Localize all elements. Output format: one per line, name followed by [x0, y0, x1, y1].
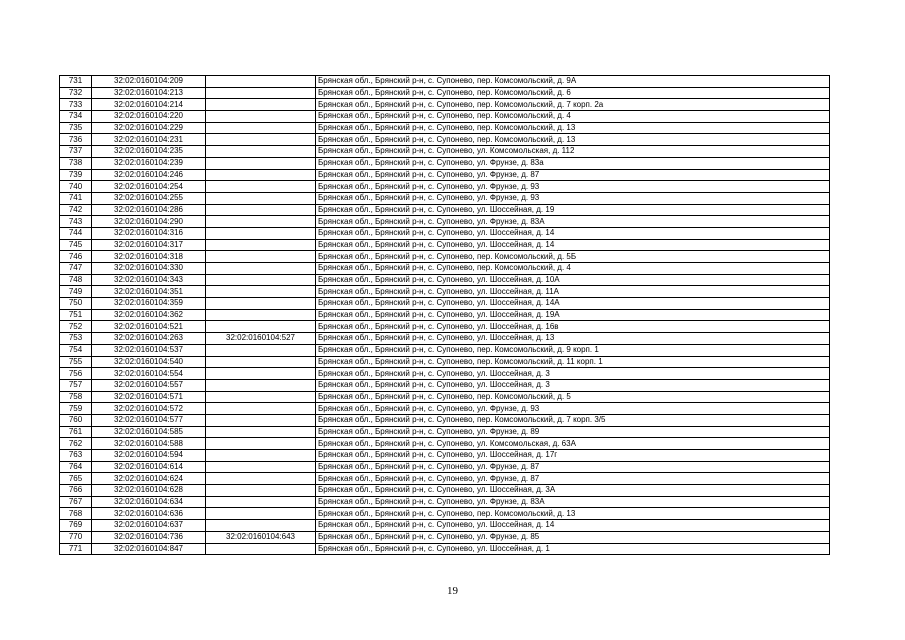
- row-number-cell: 732: [60, 87, 92, 99]
- cadastral-number-cell: 32:02:0160104:540: [92, 356, 206, 368]
- address-cell: Брянская обл., Брянский р-н, с. Супонево, ул. Шоссейная, д. 14А: [316, 298, 830, 310]
- row-number-cell: 767: [60, 496, 92, 508]
- parent-cadastral-number-cell: [206, 216, 316, 228]
- address-cell: Брянская обл., Брянский р-н, с. Супонево, ул. Комсомольская, д. 63А: [316, 438, 830, 450]
- address-cell: Брянская обл., Брянский р-н, с. Супонево, ул. Фрунзе, д. 83А: [316, 496, 830, 508]
- row-number-cell: 735: [60, 122, 92, 134]
- row-number-cell: 748: [60, 274, 92, 286]
- table-row: [60, 344, 830, 356]
- address-cell: Брянская обл., Брянский р-н, с. Супонево, ул. Фрунзе, д. 93: [316, 403, 830, 415]
- table-body: [60, 76, 830, 555]
- cadastral-number-cell: 32:02:0160104:231: [92, 134, 206, 146]
- table-row: [60, 531, 830, 543]
- address-cell: Брянская обл., Брянский р-н, с. Супонево, пер. Комсомольский, д. 13: [316, 122, 830, 134]
- address-cell: Брянская обл., Брянский р-н, с. Супонево, ул. Шоссейная, д. 16в: [316, 321, 830, 333]
- parent-cadastral-number-cell: [206, 227, 316, 239]
- cadastral-number-cell: 32:02:0160104:255: [92, 192, 206, 204]
- row-number-cell: 747: [60, 263, 92, 275]
- cadastral-table: [59, 75, 830, 555]
- address-cell: Брянская обл., Брянский р-н, с. Супонево, ул. Шоссейная, д. 14: [316, 227, 830, 239]
- table-row: [60, 216, 830, 228]
- table-row: [60, 496, 830, 508]
- table-row: [60, 450, 830, 462]
- parent-cadastral-number-cell: [206, 508, 316, 520]
- address-cell: Брянская обл., Брянский р-н, с. Супонево, ул. Шоссейная, д. 3А: [316, 485, 830, 497]
- parent-cadastral-number-cell: [206, 286, 316, 298]
- table-row: [60, 204, 830, 216]
- row-number-cell: 750: [60, 298, 92, 310]
- row-number-cell: 760: [60, 414, 92, 426]
- row-number-cell: 744: [60, 227, 92, 239]
- cadastral-number-cell: 32:02:0160104:214: [92, 99, 206, 111]
- parent-cadastral-number-cell: [206, 181, 316, 193]
- parent-cadastral-number-cell: [206, 520, 316, 532]
- parent-cadastral-number-cell: [206, 438, 316, 450]
- table-row: [60, 298, 830, 310]
- table-row: [60, 321, 830, 333]
- parent-cadastral-number-cell: [206, 543, 316, 555]
- row-number-cell: 733: [60, 99, 92, 111]
- row-number-cell: 755: [60, 356, 92, 368]
- cadastral-number-cell: 32:02:0160104:585: [92, 426, 206, 438]
- address-cell: Брянская обл., Брянский р-н, с. Супонево, ул. Шоссейная, д. 11А: [316, 286, 830, 298]
- address-cell: Брянская обл., Брянский р-н, с. Супонево, ул. Фрунзе, д. 87: [316, 169, 830, 181]
- cadastral-number-cell: 32:02:0160104:537: [92, 344, 206, 356]
- row-number-cell: 770: [60, 531, 92, 543]
- parent-cadastral-number-cell: 32:02:0160104:643: [206, 531, 316, 543]
- address-cell: Брянская обл., Брянский р-н, с. Супонево, пер. Комсомольский, д. 4: [316, 263, 830, 275]
- table-row: [60, 157, 830, 169]
- table-row: [60, 239, 830, 251]
- cadastral-number-cell: 32:02:0160104:286: [92, 204, 206, 216]
- table-row: [60, 333, 830, 345]
- cadastral-number-cell: 32:02:0160104:588: [92, 438, 206, 450]
- address-cell: Брянская обл., Брянский р-н, с. Супонево, ул. Фрунзе, д. 83а: [316, 157, 830, 169]
- table-row: [60, 426, 830, 438]
- parent-cadastral-number-cell: [206, 263, 316, 275]
- table-row: [60, 485, 830, 497]
- address-cell: Брянская обл., Брянский р-н, с. Супонево, ул. Фрунзе, д. 93: [316, 192, 830, 204]
- cadastral-number-cell: 32:02:0160104:577: [92, 414, 206, 426]
- address-cell: Брянская обл., Брянский р-н, с. Супонево, ул. Шоссейная, д. 14: [316, 520, 830, 532]
- address-cell: Брянская обл., Брянский р-н, с. Супонево, ул. Шоссейная, д. 3: [316, 368, 830, 380]
- table-row: [60, 146, 830, 158]
- cadastral-number-cell: 32:02:0160104:290: [92, 216, 206, 228]
- row-number-cell: 771: [60, 543, 92, 555]
- table-row: [60, 356, 830, 368]
- address-cell: Брянская обл., Брянский р-н, с. Супонево, ул. Шоссейная, д. 19А: [316, 309, 830, 321]
- table-row: [60, 368, 830, 380]
- cadastral-number-cell: 32:02:0160104:213: [92, 87, 206, 99]
- address-cell: Брянская обл., Брянский р-н, с. Супонево, ул. Шоссейная, д. 10А: [316, 274, 830, 286]
- table-row: [60, 87, 830, 99]
- cadastral-number-cell: 32:02:0160104:254: [92, 181, 206, 193]
- cadastral-number-cell: 32:02:0160104:624: [92, 473, 206, 485]
- row-number-cell: 764: [60, 461, 92, 473]
- table-row: [60, 251, 830, 263]
- address-cell: Брянская обл., Брянский р-н, с. Супонево, ул. Шоссейная, д. 3: [316, 379, 830, 391]
- cadastral-number-cell: 32:02:0160104:637: [92, 520, 206, 532]
- cadastral-number-cell: 32:02:0160104:246: [92, 169, 206, 181]
- address-cell: Брянская обл., Брянский р-н, с. Супонево, ул. Фрунзе, д. 89: [316, 426, 830, 438]
- row-number-cell: 741: [60, 192, 92, 204]
- row-number-cell: 738: [60, 157, 92, 169]
- row-number-cell: 758: [60, 391, 92, 403]
- row-number-cell: 759: [60, 403, 92, 415]
- parent-cadastral-number-cell: [206, 414, 316, 426]
- table-row: [60, 263, 830, 275]
- cadastral-number-cell: 32:02:0160104:351: [92, 286, 206, 298]
- parent-cadastral-number-cell: [206, 391, 316, 403]
- cadastral-number-cell: 32:02:0160104:594: [92, 450, 206, 462]
- table-row: [60, 438, 830, 450]
- address-cell: Брянская обл., Брянский р-н, с. Супонево, ул. Фрунзе, д. 87: [316, 473, 830, 485]
- cadastral-number-cell: 32:02:0160104:362: [92, 309, 206, 321]
- parent-cadastral-number-cell: [206, 485, 316, 497]
- cadastral-number-cell: 32:02:0160104:572: [92, 403, 206, 415]
- cadastral-number-cell: 32:02:0160104:343: [92, 274, 206, 286]
- table-row: [60, 403, 830, 415]
- cadastral-number-cell: 32:02:0160104:239: [92, 157, 206, 169]
- parent-cadastral-number-cell: [206, 379, 316, 391]
- parent-cadastral-number-cell: [206, 111, 316, 123]
- parent-cadastral-number-cell: [206, 496, 316, 508]
- parent-cadastral-number-cell: [206, 321, 316, 333]
- cadastral-number-cell: 32:02:0160104:636: [92, 508, 206, 520]
- address-cell: Брянская обл., Брянский р-н, с. Супонево, пер. Комсомольский, д. 5: [316, 391, 830, 403]
- address-cell: Брянская обл., Брянский р-н, с. Супонево, ул. Шоссейная, д. 14: [316, 239, 830, 251]
- address-cell: Брянская обл., Брянский р-н, с. Супонево, пер. Комсомольский, д. 5Б: [316, 251, 830, 263]
- address-cell: Брянская обл., Брянский р-н, с. Супонево, пер. Комсомольский, д. 9 корп. 1: [316, 344, 830, 356]
- address-cell: Брянская обл., Брянский р-н, с. Супонево, ул. Фрунзе, д. 87: [316, 461, 830, 473]
- address-cell: Брянская обл., Брянский р-н, с. Супонево, пер. Комсомольский, д. 13: [316, 134, 830, 146]
- row-number-cell: 745: [60, 239, 92, 251]
- parent-cadastral-number-cell: [206, 403, 316, 415]
- row-number-cell: 769: [60, 520, 92, 532]
- cadastral-number-cell: 32:02:0160104:317: [92, 239, 206, 251]
- row-number-cell: 736: [60, 134, 92, 146]
- table-row: [60, 379, 830, 391]
- address-cell: Брянская обл., Брянский р-н, с. Супонево, ул. Шоссейная, д. 1: [316, 543, 830, 555]
- row-number-cell: 752: [60, 321, 92, 333]
- parent-cadastral-number-cell: [206, 426, 316, 438]
- cadastral-number-cell: 32:02:0160104:316: [92, 227, 206, 239]
- parent-cadastral-number-cell: [206, 298, 316, 310]
- cadastral-number-cell: 32:02:0160104:235: [92, 146, 206, 158]
- row-number-cell: 754: [60, 344, 92, 356]
- cadastral-number-cell: 32:02:0160104:634: [92, 496, 206, 508]
- table-row: [60, 134, 830, 146]
- cadastral-number-cell: 32:02:0160104:229: [92, 122, 206, 134]
- cadastral-number-cell: 32:02:0160104:263: [92, 333, 206, 345]
- cadastral-number-cell: 32:02:0160104:628: [92, 485, 206, 497]
- address-cell: Брянская обл., Брянский р-н, с. Супонево, пер. Комсомольский, д. 13: [316, 508, 830, 520]
- table-row: [60, 461, 830, 473]
- table-row: [60, 122, 830, 134]
- table-row: [60, 169, 830, 181]
- row-number-cell: 731: [60, 76, 92, 88]
- row-number-cell: 761: [60, 426, 92, 438]
- table-row: [60, 274, 830, 286]
- parent-cadastral-number-cell: [206, 274, 316, 286]
- parent-cadastral-number-cell: [206, 356, 316, 368]
- address-cell: Брянская обл., Брянский р-н, с. Супонево, ул. Фрунзе, д. 83А: [316, 216, 830, 228]
- table-row: [60, 99, 830, 111]
- parent-cadastral-number-cell: [206, 461, 316, 473]
- table-row: [60, 473, 830, 485]
- address-cell: Брянская обл., Брянский р-н, с. Супонево, пер. Комсомольский, д. 11 корп. 1: [316, 356, 830, 368]
- address-cell: Брянская обл., Брянский р-н, с. Супонево, пер. Комсомольский, д. 7 корп. 3/5: [316, 414, 830, 426]
- cadastral-number-cell: 32:02:0160104:847: [92, 543, 206, 555]
- address-cell: Брянская обл., Брянский р-н, с. Супонево, ул. Комсомольская, д. 112: [316, 146, 830, 158]
- cadastral-number-cell: 32:02:0160104:220: [92, 111, 206, 123]
- row-number-cell: 734: [60, 111, 92, 123]
- cadastral-number-cell: 32:02:0160104:359: [92, 298, 206, 310]
- row-number-cell: 746: [60, 251, 92, 263]
- parent-cadastral-number-cell: [206, 169, 316, 181]
- parent-cadastral-number-cell: [206, 146, 316, 158]
- row-number-cell: 766: [60, 485, 92, 497]
- parent-cadastral-number-cell: [206, 473, 316, 485]
- address-cell: Брянская обл., Брянский р-н, с. Супонево, ул. Фрунзе, д. 85: [316, 531, 830, 543]
- table-row: [60, 391, 830, 403]
- row-number-cell: 753: [60, 333, 92, 345]
- row-number-cell: 756: [60, 368, 92, 380]
- table-row: [60, 111, 830, 123]
- table-row: [60, 543, 830, 555]
- parent-cadastral-number-cell: [206, 344, 316, 356]
- row-number-cell: 739: [60, 169, 92, 181]
- parent-cadastral-number-cell: [206, 87, 316, 99]
- address-cell: Брянская обл., Брянский р-н, с. Супонево, пер. Комсомольский, д. 7 корп. 2а: [316, 99, 830, 111]
- parent-cadastral-number-cell: [206, 309, 316, 321]
- table-row: [60, 309, 830, 321]
- cadastral-number-cell: 32:02:0160104:521: [92, 321, 206, 333]
- cadastral-number-cell: 32:02:0160104:571: [92, 391, 206, 403]
- parent-cadastral-number-cell: [206, 76, 316, 88]
- cadastral-number-cell: 32:02:0160104:554: [92, 368, 206, 380]
- parent-cadastral-number-cell: [206, 192, 316, 204]
- address-cell: Брянская обл., Брянский р-н, с. Супонево, пер. Комсомольский, д. 6: [316, 87, 830, 99]
- row-number-cell: 765: [60, 473, 92, 485]
- address-cell: Брянская обл., Брянский р-н, с. Супонево, ул. Шоссейная, д. 13: [316, 333, 830, 345]
- table-row: [60, 286, 830, 298]
- table-row: [60, 76, 830, 88]
- parent-cadastral-number-cell: [206, 450, 316, 462]
- table-row: [60, 192, 830, 204]
- parent-cadastral-number-cell: [206, 251, 316, 263]
- cadastral-number-cell: 32:02:0160104:318: [92, 251, 206, 263]
- row-number-cell: 762: [60, 438, 92, 450]
- cadastral-number-cell: 32:02:0160104:736: [92, 531, 206, 543]
- row-number-cell: 740: [60, 181, 92, 193]
- parent-cadastral-number-cell: [206, 368, 316, 380]
- row-number-cell: 749: [60, 286, 92, 298]
- row-number-cell: 742: [60, 204, 92, 216]
- address-cell: Брянская обл., Брянский р-н, с. Супонево, ул. Шоссейная, д. 19: [316, 204, 830, 216]
- row-number-cell: 743: [60, 216, 92, 228]
- parent-cadastral-number-cell: [206, 122, 316, 134]
- row-number-cell: 757: [60, 379, 92, 391]
- address-cell: Брянская обл., Брянский р-н, с. Супонево, ул. Шоссейная, д. 17г: [316, 450, 830, 462]
- parent-cadastral-number-cell: [206, 157, 316, 169]
- cadastral-number-cell: 32:02:0160104:557: [92, 379, 206, 391]
- parent-cadastral-number-cell: [206, 204, 316, 216]
- row-number-cell: 763: [60, 450, 92, 462]
- page-number: 19: [447, 585, 458, 597]
- table-row: [60, 520, 830, 532]
- table-row: [60, 227, 830, 239]
- table-row: [60, 181, 830, 193]
- row-number-cell: 768: [60, 508, 92, 520]
- parent-cadastral-number-cell: [206, 239, 316, 251]
- cadastral-number-cell: 32:02:0160104:614: [92, 461, 206, 473]
- parent-cadastral-number-cell: 32:02:0160104:527: [206, 333, 316, 345]
- cadastral-number-cell: 32:02:0160104:209: [92, 76, 206, 88]
- cadastral-number-cell: 32:02:0160104:330: [92, 263, 206, 275]
- table-row: [60, 414, 830, 426]
- address-cell: Брянская обл., Брянский р-н, с. Супонево, пер. Комсомольский, д. 9А: [316, 76, 830, 88]
- table-row: [60, 508, 830, 520]
- parent-cadastral-number-cell: [206, 134, 316, 146]
- row-number-cell: 737: [60, 146, 92, 158]
- parent-cadastral-number-cell: [206, 99, 316, 111]
- address-cell: Брянская обл., Брянский р-н, с. Супонево, ул. Фрунзе, д. 93: [316, 181, 830, 193]
- row-number-cell: 751: [60, 309, 92, 321]
- address-cell: Брянская обл., Брянский р-н, с. Супонево, пер. Комсомольский, д. 4: [316, 111, 830, 123]
